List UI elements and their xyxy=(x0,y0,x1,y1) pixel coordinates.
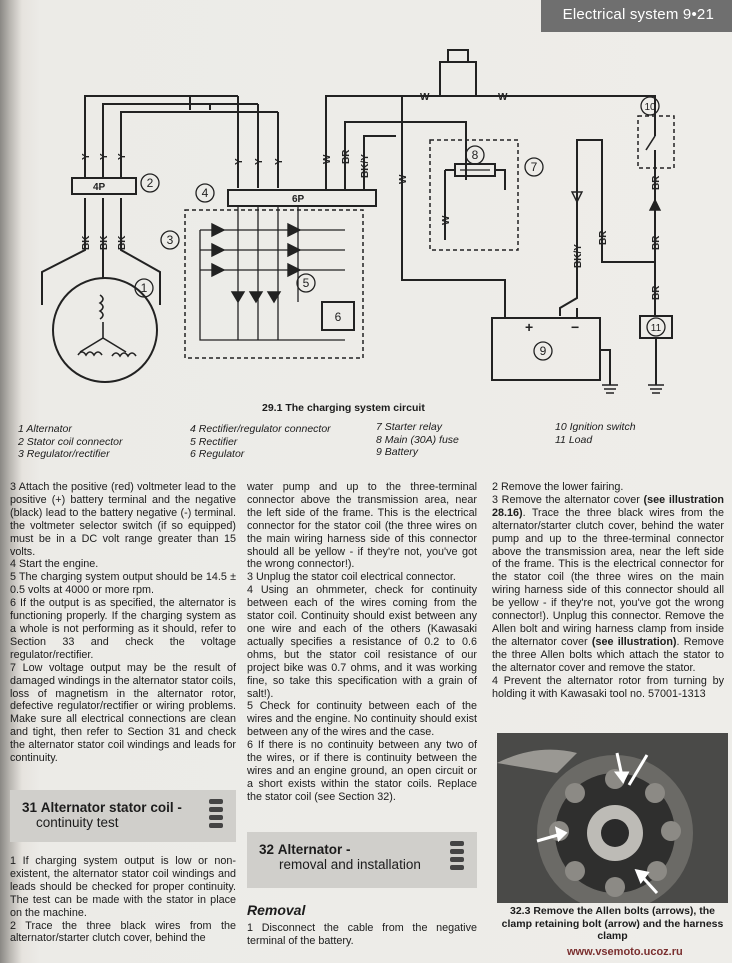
wire-label-w-3: W xyxy=(441,215,452,225)
text-column-2 xyxy=(247,481,477,804)
label-11 xyxy=(647,318,665,336)
wire-label-y-6: Y xyxy=(274,158,285,165)
wire-label-y-3: Y xyxy=(117,153,128,160)
label-10 xyxy=(641,97,659,115)
section-subtitle: removal and installation xyxy=(279,857,421,872)
text-column-1 xyxy=(10,481,236,765)
page-header xyxy=(541,0,732,32)
legend-item: 11 Load xyxy=(555,433,593,446)
text-column-3 xyxy=(492,481,724,700)
paragraph: 2 Remove the lower fairing. xyxy=(492,481,624,493)
wire-label-bky-1: BK/Y xyxy=(360,154,371,178)
connector-4p-label: 4P xyxy=(93,182,106,193)
photo-caption: 32.3 Remove the Allen bolts (arrows), the clamp retaining bolt (arrow) and the harness clamp xyxy=(501,905,724,942)
charging-circuit-diagram xyxy=(0,40,690,398)
num-6: 6 xyxy=(334,310,342,324)
num-7: 7 xyxy=(530,160,538,174)
paragraph: 4 Start the engine. xyxy=(10,558,99,571)
wire-label-y-4: Y xyxy=(234,158,245,165)
legend-item: 5 Rectifier xyxy=(190,435,238,448)
paragraph: 6 If the output is as specified, the alternator is functioning properly. If the charging system as a whole is not performing as it should, refer to Section 33 and check the voltage regulator/rectifier. xyxy=(10,597,236,661)
paragraph: 4 Using an ohmmeter, check for continuity between each of the wires coming from the stator coil. Continuity should exist between any one wire and each of the others (Kawasaki actually specifies a resistance of 0.2 to 0.6 ohms, but the stator coil resistance of our project bike was 0.7 ohms, and it was working fine, so take this specification with a grain of salt!). xyxy=(247,584,477,700)
text-column-2-lower xyxy=(247,922,477,948)
paragraph: 3 Unplug the stator coil electrical connector. xyxy=(247,571,456,584)
legend-item: 4 Rectifier/regulator connector xyxy=(190,423,331,435)
legend-column-2 xyxy=(190,423,331,461)
wire-label-y-5: Y xyxy=(254,158,265,165)
wire-label-y-2: Y xyxy=(99,153,110,160)
legend-column-4 xyxy=(555,421,636,446)
connector-6p-label: 6P xyxy=(292,194,305,205)
wire-label-w-top1: W xyxy=(420,92,430,103)
num-2: 2 xyxy=(146,176,154,190)
paragraph: 3 Attach the positive (red) voltmeter lead to the positive (+) battery terminal and the negative (black) lead to the battery negative (-) terminal. the voltmeter selector switch (if so equipped) must be in a DC volt range greater than 15 volts. xyxy=(10,481,236,558)
label-5 xyxy=(297,274,315,292)
legend-item: 8 Main (30A) fuse xyxy=(376,433,459,446)
battery-plus-label: + xyxy=(525,319,534,335)
num-11: 11 xyxy=(650,323,662,334)
text-column-1-lower xyxy=(10,855,236,945)
legend-item: 6 Regulator xyxy=(190,448,245,460)
legend-item: 10 Ignition switch xyxy=(555,421,636,433)
wire-label-br-2: BR xyxy=(598,230,609,245)
wire-label-w-top2: W xyxy=(498,92,508,103)
wire-label-w-2: W xyxy=(398,174,409,184)
section-32-heading xyxy=(247,832,477,888)
legend-item: 1 Alternator xyxy=(18,423,72,435)
section-number: 31 xyxy=(22,800,38,815)
num-9: 9 xyxy=(539,344,547,358)
section-title: Alternator stator coil - xyxy=(40,800,182,815)
section-number: 32 xyxy=(259,842,275,857)
diagram-caption: 29.1 The charging system circuit xyxy=(262,402,425,414)
wrench-rating-icon xyxy=(206,797,228,831)
paragraph: 2 Trace the three black wires from the alternator/starter clutch cover, behind the xyxy=(10,919,236,945)
battery-minus-label: − xyxy=(571,319,580,335)
wire-label-bk-1: BK xyxy=(81,235,92,250)
paragraph: 4 Prevent the alternator rotor from turning by holding it with Kawasaki tool no. 57001-1313 xyxy=(492,674,724,700)
paragraph: 5 Check for continuity between each of the wires and the engine. No continuity should exist between any of the wires and the case. xyxy=(247,700,477,739)
legend-item: 3 Regulator/rectifier xyxy=(18,448,110,460)
num-1: 1 xyxy=(140,281,148,295)
num-8: 8 xyxy=(471,148,479,162)
paragraph: water pump and up to the three-terminal connector above the transmission area, near the left side of the frame. This is the electrical connector for the stator coil (the three wires on the main wiring harness side of this connector should all be yellow - if they're not, you've got the wrong connector!). xyxy=(247,481,477,571)
num-4: 4 xyxy=(201,186,209,200)
site-watermark: www.vsemoto.ucoz.ru xyxy=(567,946,683,958)
wire-label-bk-3: BK xyxy=(117,235,128,250)
wrench-rating-icon xyxy=(447,839,469,873)
wire-label-br-4: BR xyxy=(651,235,662,250)
wire-label-br-1: BR xyxy=(341,149,352,164)
removal-subheading: Removal xyxy=(247,902,306,918)
section-subtitle: continuity test xyxy=(36,815,119,830)
paragraph: 3 Remove the alternator cover (see illustration 28.16). Trace the three black wires from the alternator/starter clutch cover, behind the water pump and up to the three-terminal connector above the transmission area, near the left side of the frame. This is the electrical connector for the stator coil (the three wires on the main wiring harness side of this connector should all be yellow - if they're not, you've got the wrong connector!). Unplug this connector. Remove the Allen bolt and wiring harness clamp from inside the alternator cover (see illustration). Remove the three Allen bolts which attach the stator to the alternator cover and remove the stator. xyxy=(492,493,725,674)
wire-label-w-1: W xyxy=(322,154,333,164)
paragraph: 5 The charging system output should be 14.5 ± 0.5 volts at 4000 or more rpm. xyxy=(10,571,236,597)
section-31-heading xyxy=(10,790,236,842)
label-3 xyxy=(161,231,179,249)
wire-label-br-3: BR xyxy=(651,175,662,190)
legend-item: 7 Starter relay xyxy=(376,421,442,433)
legend-column-1 xyxy=(18,423,122,461)
paragraph: 1 If charging system output is low or non-existent, the alternator stator coil windings and leads should be checked for proper continuity. The test can be made with the stator in place on the machine. xyxy=(10,855,236,919)
paragraph: 1 Disconnect the cable from the negative terminal of the battery. xyxy=(247,922,477,947)
page-header-title: Electrical system 9•21 xyxy=(562,6,714,23)
paragraph: 6 If there is no continuity between any two of the wires, or if there is continuity between the wires and an engine ground, an open circuit or a short exists within the stator coils. Replace the stator coil (see Section 32). xyxy=(247,739,477,803)
wire-label-br-5: BR xyxy=(651,285,662,300)
wire-label-bky-2: BK/Y xyxy=(573,244,584,268)
wire-label-bk-2: BK xyxy=(99,235,110,250)
num-10: 10 xyxy=(644,102,656,113)
num-3: 3 xyxy=(166,233,174,247)
label-1 xyxy=(135,279,153,297)
legend-item: 9 Battery xyxy=(376,446,419,458)
label-4 xyxy=(196,184,214,202)
wire-label-y-1: Y xyxy=(81,153,92,160)
label-7 xyxy=(525,158,543,176)
stator-photo xyxy=(497,733,728,903)
legend-column-3 xyxy=(376,421,459,459)
legend-item: 2 Stator coil connector xyxy=(18,435,123,448)
label-2 xyxy=(141,174,159,192)
label-6 xyxy=(335,310,342,324)
num-5: 5 xyxy=(302,276,310,290)
paragraph: 7 Low voltage output may be the result of damaged windings in the alternator stator coils, loss of magnetism in the alternator rotor, defective regulator/rectifier or wiring problems. Make sure all electrical connections are clean and tight, then refer to Section 31 and check the alternator stator coil windings and leads for continuity. xyxy=(10,661,236,765)
label-8 xyxy=(466,146,484,164)
section-title: Alternator - xyxy=(277,842,351,857)
label-9 xyxy=(534,342,552,360)
